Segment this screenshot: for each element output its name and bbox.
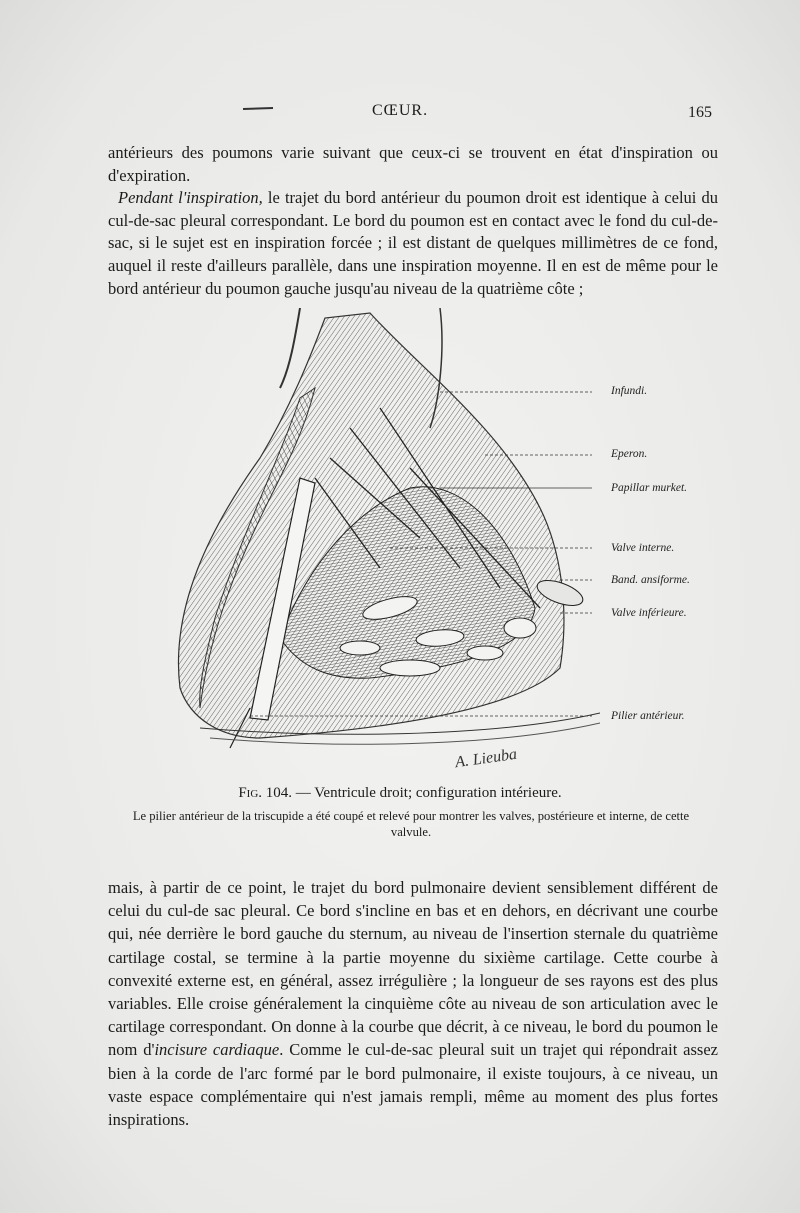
- figure-caption-text: — Ventricule droit; configuration intérieure.: [295, 785, 562, 801]
- figure-caption-prefix: Fig.: [238, 785, 263, 801]
- label-band-ansiforme: Band. ansiforme.: [611, 574, 690, 586]
- figure-104: [140, 308, 720, 778]
- paragraph-2-italic: incisure cardiaque: [154, 1040, 280, 1060]
- paragraph-1-lead-italic: Pendant l'inspiration,: [118, 188, 263, 208]
- engraver-signature: A. Lieuba: [454, 745, 519, 772]
- page-number: 165: [688, 104, 712, 121]
- label-eperon: Eperon.: [611, 448, 648, 460]
- paragraph-2-part-2: . Comme le cul-de-sac pleural suit un trajet qui répondrait assez bien à la corde de l'arc formé par le bord pulmonaire, il existe toujours, à ce niveau, un vaste espace complémentaire qui n'est jamais rempli, même au moment des plus fortes inspirations.: [108, 1040, 718, 1130]
- label-valve-interne: Valve interne.: [611, 542, 675, 554]
- figure-caption-note: Le pilier antérieur de la triscupide a été coupé et relevé pour montrer les valves, postérieure et interne, de cette valvule.: [132, 809, 690, 839]
- paragraph-1-line-1: antérieurs des poumons varie suivant que ceux-ci se trouvent en état d'inspiration ou d'expiration.: [108, 143, 718, 185]
- ornament-mark: [243, 106, 273, 112]
- running-head: [0, 102, 800, 126]
- running-head-title: CŒUR.: [371, 102, 429, 119]
- label-infundi: Infundi.: [611, 385, 648, 397]
- label-pilier-anterieur: Pilier antérieur.: [611, 710, 685, 722]
- paragraph-1-rest: le trajet du bord antérieur du poumon droit est identique à celui du cul-de-sac pleural correspondant. Le bord du poumon est en contact avec le fond du cul-de-sac, si le sujet est en inspiration forcée ; il est distant de quelques millimètres de ce fond, auquel il reste d'ailleurs parallèle, dans une inspiration moyenne. Il en est de même pour le bord antérieur du poumon gauche jusqu'au niveau de la quatrième côte ;: [108, 188, 719, 298]
- paragraph-2-part-1: mais, à partir de ce point, le trajet du bord pulmonaire devient sensiblement différent de celui du cul-de sac pleural. Ce bord s'incline en bas et en dehors, en décrivant une courbe qui, née derrière le bord gauche du sternum, au niveau de l'insertion sternale du quatrième cartilage costal, se termine à la partie moyenne du sixième cartilage. Cette courbe à convexité externe est, en général, assez irrégulière ; la longueur de ses rayons est des plus variables. Elle croise généralement la cinquième côte au niveau de son articulation avec le cartilage correspondant. On donne à la courbe que décrit, à ce niveau, le bord du poumon le nom d': [108, 878, 718, 1060]
- figure-caption-title: [0, 785, 800, 802]
- label-valve-inferieure: Valve inférieure.: [611, 607, 687, 619]
- figure-caption-number: 104.: [265, 785, 293, 801]
- paragraph-1: [108, 142, 718, 300]
- paragraph-2: [108, 876, 718, 1131]
- label-papillar: Papillar murket.: [611, 482, 688, 494]
